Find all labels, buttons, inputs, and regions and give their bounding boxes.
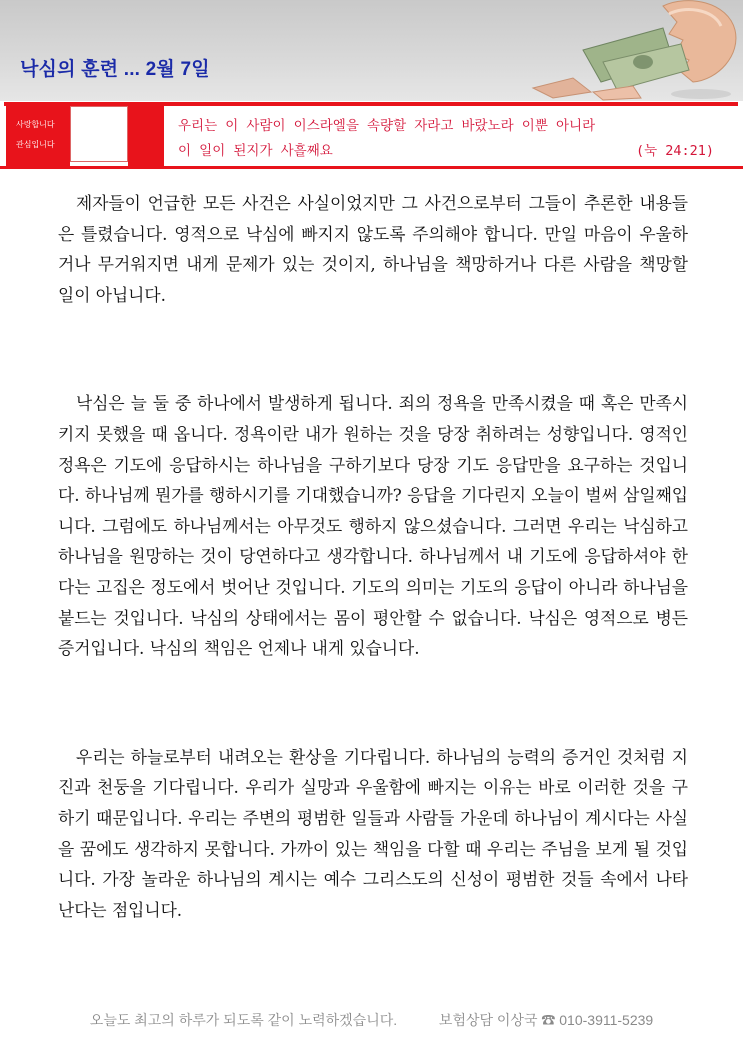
- footer-contact-label: 보험상담 이상국: [438, 1012, 538, 1028]
- verse-line-2: 이 일이 된지가 사흘째요: [178, 143, 333, 159]
- paragraph: 낙심은 늘 둘 중 하나에서 발생하게 됩니다. 죄의 정욕을 만족시켰을 때 혹은 만족시키지 못했을 때 옵니다. 정욕이란 내가 원하는 것을 당장 취하려는 성향입니다. 영적인 정욕은 기도에 응답하시는 하나님을 구하기보다 당장 기도 응답만을 요구하는 것입니다. 하나님께 뭔가를 행하시기를 기대했습니까? 응답을 기다린지 오늘이 벌써 삼일째입니다. 그럼에도 하나님께서는 아무것도 행하지 않으셨습니다. 그러면 우리는 낙심하고 하나님을 원망하는 것이 당연하다고 생각합니다. 하나님께서 내 기도에 응답하셔야 한다는 고집은 정도에서 벗어난 것입니다. 기도의 의미는 기도의 응답이 아니라 하나님을 붙드는 것입니다. 낙심의 상태에서는 몸이 평안할 수 없습니다. 낙심은 영적으로 병든 증거입니다. 낙심의 책임은 언제나 내게 있습니다.: [58, 393, 688, 659]
- broken-egg-money-illustration: [513, 0, 743, 101]
- verse-line-1: 우리는 이 사람이 이스라엘을 속량할 자라고 바랐노라 이뿐 아니라: [178, 118, 596, 134]
- paragraph: 우리는 하늘로부터 내려오는 환상을 기다립니다. 하나님의 능력의 증거인 것처럼 지진과 천둥을 기다립니다. 우리가 실망과 우울함에 빠지는 이유는 바로 이러한 것을 구하기 때문입니다. 우리는 주변의 평범한 일들과 사람들 가운데 하나님이 계시다는 사실을 꿈에도 생각하지 못합니다. 가까이 있는 책임을 다할 때 우리는 주님을 보게 될 것입니다. 가장 놀라운 하나님의 계시는 예수 그리스도의 신성이 평범한 것들 속에서 나타난다는 점입니다.: [58, 746, 688, 920]
- footer-phone: 010-3911-5239: [559, 1012, 654, 1028]
- page-footer: [0, 1010, 743, 1030]
- label-line-2: 관심입니다: [16, 140, 55, 149]
- scripture-verse: [178, 114, 718, 164]
- verse-reference: (눅 24:21): [635, 143, 714, 159]
- red-divider-bottom: [0, 166, 743, 169]
- phone-icon: ☎: [541, 1012, 556, 1028]
- label-box: [6, 103, 70, 167]
- white-frame: [70, 106, 128, 162]
- devotional-body: [58, 188, 688, 925]
- label-line-1: 사랑합니다: [16, 120, 55, 129]
- page-title: 낙심의 훈련 ... 2월 7일: [20, 59, 210, 80]
- paragraph: 제자들이 언급한 모든 사건은 사실이었지만 그 사건으로부터 그들이 추론한 내용들은 틀렸습니다. 영적으로 낙심에 빠지지 않도록 주의해야 합니다. 만일 마음이 우울하거나 무거워지면 내게 문제가 있는 것이지, 하나님을 책망하거나 다른 사람을 책망할 일이 아닙니다.: [58, 193, 688, 305]
- red-corner-block: [128, 106, 164, 167]
- footer-slogan: 오늘도 최고의 하루가 되도록 같이 노력하겠습니다.: [89, 1012, 398, 1028]
- page-header: [0, 0, 743, 101]
